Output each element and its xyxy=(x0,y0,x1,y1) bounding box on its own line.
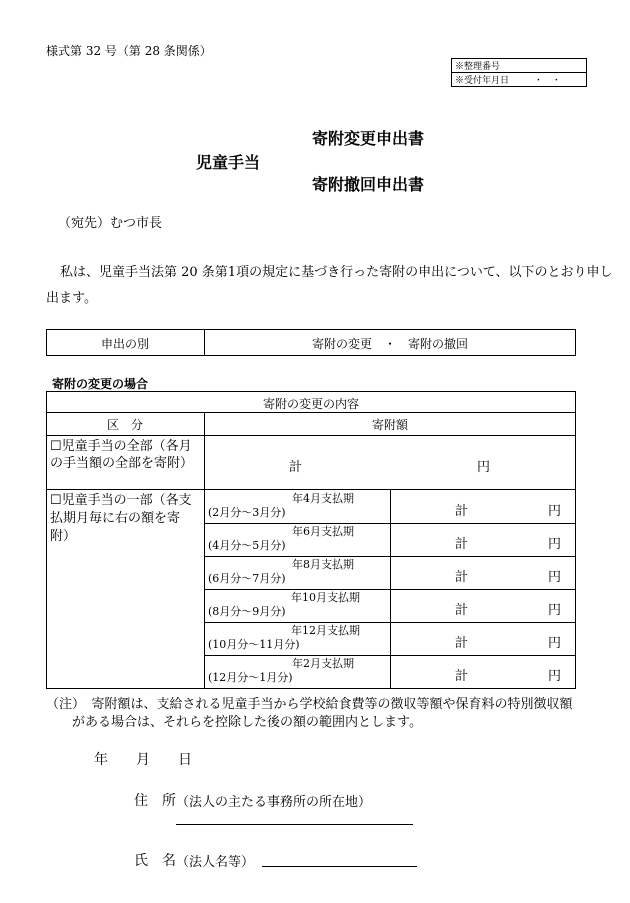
period-yen: 円 xyxy=(548,636,562,651)
form-number: 様式第 32 号（第 28 条関係） xyxy=(46,44,212,58)
all-total-label: 計 xyxy=(289,460,303,475)
col-category: 区 分 xyxy=(106,418,143,432)
partial-option-line-2: 払期月毎に右の額を寄 xyxy=(50,511,181,526)
type-value[interactable]: 寄附の変更 ・ 寄附の撤回 xyxy=(311,337,468,351)
all-option-line-1: ☐児童手当の全部（各月 xyxy=(50,439,192,454)
address-sub: （法人の主たる事務所の所在地） xyxy=(176,795,372,810)
title-left: 児童手当 xyxy=(196,153,261,172)
address-field[interactable] xyxy=(176,824,413,825)
intro-line-1: 私は、児童手当法第 20 条第1項の規定に基づき行った寄附の申出について、以下のとおり申し xyxy=(60,265,613,280)
col-amount: 寄附額 xyxy=(371,418,408,432)
change-table-title: 寄附の変更の内容 xyxy=(262,397,359,411)
period-range: (12月分～1月分) xyxy=(208,671,293,684)
title-change: 寄附変更申出書 xyxy=(312,129,425,148)
registry-received-label: ※受付年月日 xyxy=(455,76,510,86)
change-heading: 寄附の変更の場合 xyxy=(52,377,149,391)
title-withdraw: 寄附撤回申出書 xyxy=(312,175,425,194)
period-label: 年2月支払期 xyxy=(292,657,354,670)
all-option-line-2: の手当額の全部を寄附） xyxy=(50,456,194,471)
period-label: 年4月支払期 xyxy=(292,492,354,505)
period-yen: 円 xyxy=(548,669,562,684)
registry-box xyxy=(451,58,587,87)
period-total: 計 xyxy=(455,669,469,684)
partial-option-line-1: ☐児童手当の一部（各支 xyxy=(50,493,192,508)
period-row xyxy=(204,558,390,586)
period-row xyxy=(204,624,390,652)
partial-option-line-3: 附） xyxy=(50,529,77,544)
period-row xyxy=(204,525,390,553)
intro-line-2: 出ます。 xyxy=(46,291,97,306)
note-line-1: （注） 寄附額は、支給される児童手当から学校給食費等の徴収等額や保育料の特別徴収額 xyxy=(46,697,573,712)
addressee: （宛先）むつ市長 xyxy=(58,216,163,231)
period-label: 年6月支払期 xyxy=(292,525,354,538)
period-total: 計 xyxy=(455,504,469,519)
period-row xyxy=(204,492,390,520)
period-yen: 円 xyxy=(548,537,562,552)
period-row xyxy=(204,591,390,619)
period-total: 計 xyxy=(455,603,469,618)
period-range: (8月分～9月分) xyxy=(208,605,286,618)
registry-received-date xyxy=(452,73,587,87)
period-yen: 円 xyxy=(548,603,562,618)
period-total: 計 xyxy=(455,636,469,651)
all-option-checkbox[interactable] xyxy=(50,438,193,472)
name-label: 氏 名 xyxy=(134,853,176,869)
period-total: 計 xyxy=(455,537,469,552)
period-range: (2月分～3月分) xyxy=(208,506,286,519)
date-line[interactable]: 年 月 日 xyxy=(94,752,192,768)
period-yen: 円 xyxy=(548,504,562,519)
period-range: (6月分～7月分) xyxy=(208,572,286,585)
type-label: 申出の別 xyxy=(100,337,149,351)
name-field[interactable] xyxy=(262,866,417,867)
all-yen-label: 円 xyxy=(477,460,491,475)
registry-number: ※整理番号 xyxy=(452,59,587,73)
partial-option-checkbox[interactable] xyxy=(50,492,192,546)
period-total: 計 xyxy=(455,570,469,585)
period-label: 年12月支払期 xyxy=(291,624,360,637)
period-label: 年8月支払期 xyxy=(292,558,354,571)
registry-received-dots: ・ ・ xyxy=(533,76,561,86)
period-range: (4月分～5月分) xyxy=(208,539,286,552)
period-row xyxy=(204,657,390,685)
period-yen: 円 xyxy=(548,570,562,585)
name-sub: （法人名等） xyxy=(176,855,255,870)
period-label: 年10月支払期 xyxy=(291,591,360,604)
note-line-2: がある場合は、それらを控除した後の額の範囲内とします。 xyxy=(72,715,422,730)
period-range: (10月分～11月分) xyxy=(208,638,300,651)
address-label: 住 所 xyxy=(134,793,176,809)
